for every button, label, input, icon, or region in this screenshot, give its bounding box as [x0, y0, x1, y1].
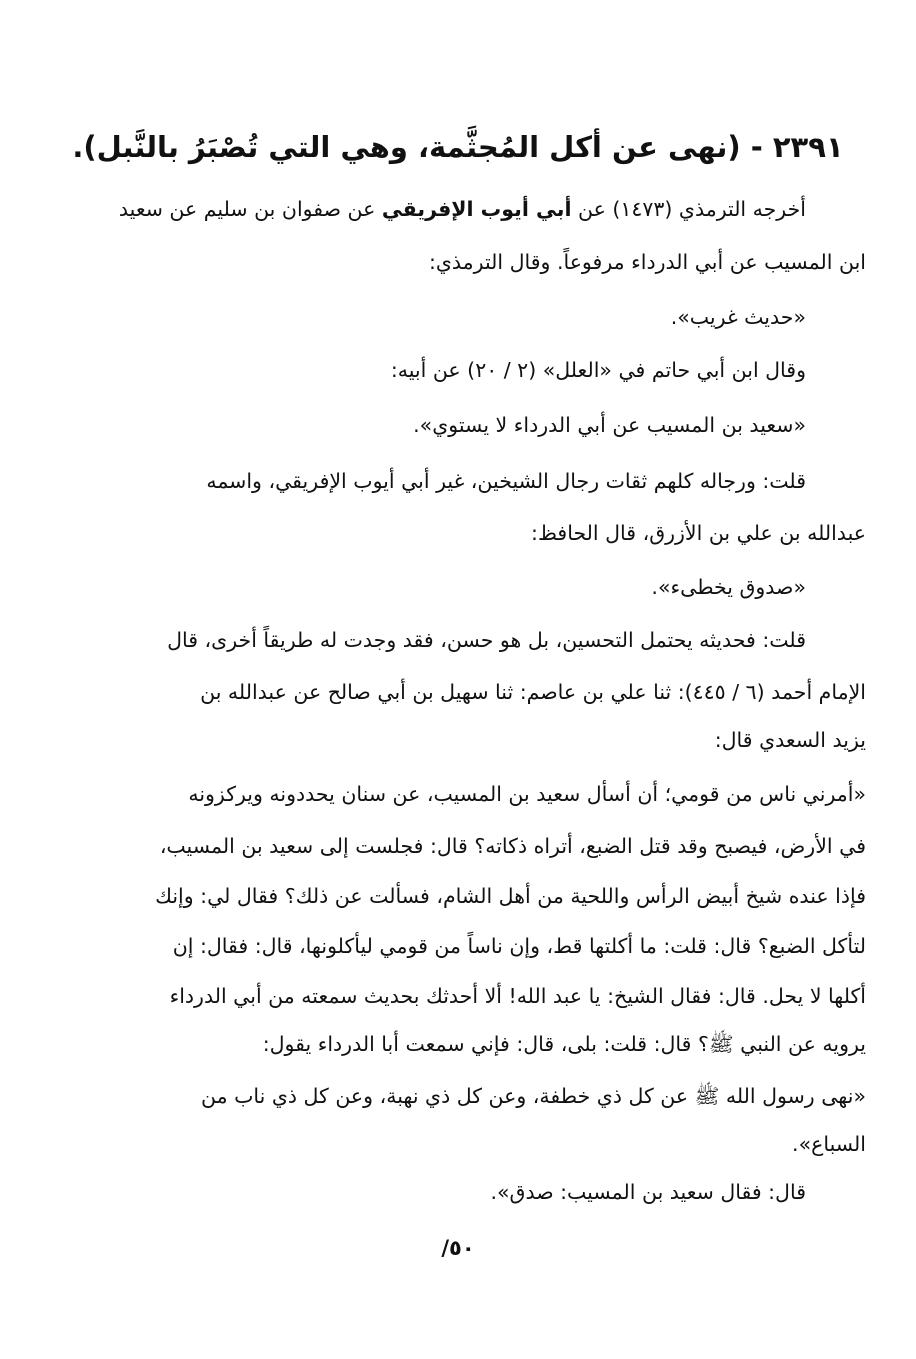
paragraph-tahsin-line-1: قلت: فحديثه يحتمل التحسين، بل هو حسن، فقد وجدت له طريقاً أخرى، قال: [167, 628, 806, 652]
paragraph-ilal: وقال ابن أبي حاتم في «العلل» (٢ / ٢٠) عن أبيه:: [390, 358, 806, 382]
quote-narration-line-1: «أمرني ناس من قومي؛ أن أسأل سعيد بن المسيب، عن سنان يحددونه ويركزونه: [188, 782, 866, 806]
quote-narration-line-2: في الأرض، فيصبح وقد قتل الضبع، أتراه ذكاته؟ قال: فجلست إلى سعيد بن المسيب،: [159, 834, 866, 858]
hadith-heading: ٢٣٩١ - (نهى عن أكل المُجثَّمة، وهي التي تُصْبَرُ بالنَّبل).: [72, 130, 844, 164]
quote-hadith-line-2: السباع».: [792, 1132, 866, 1156]
quote-hafiz: «صدوق يخطىء».: [651, 575, 806, 599]
paragraph-rijal-line-1: قلت: ورجاله كلهم ثقات رجال الشيخين، غير أبي أيوب الإفريقي، واسمه: [206, 469, 806, 493]
paragraph-takhrij-line-2: ابن المسيب عن أبي الدرداء مرفوعاً. وقال الترمذي:: [428, 250, 866, 274]
narrator-name: أبي أيوب الإفريقي: [381, 197, 572, 221]
text-fragment: أخرجه الترمذي (١٤٧٣) عن: [571, 197, 806, 221]
paragraph-tahsin-line-3: يزيد السعدي قال:: [714, 728, 866, 752]
quote-narration-line-4: لتأكل الضبع؟ قال: قلت: ما أكلتها قط، وإن ناساً من قومي ليأكلونها، قال: فقال: إن: [172, 934, 866, 958]
page-number: ٥٠/: [441, 1236, 475, 1260]
paragraph-closing: قال: فقال سعيد بن المسيب: صدق».: [490, 1180, 806, 1204]
quote-narration-line-5: أكلها لا يحل. قال: فقال الشيخ: يا عبد الله! ألا أحدثك بحديث سمعته من أبي الدرداء: [169, 984, 866, 1008]
text-fragment: عن صفوان بن سليم عن سعيد: [118, 197, 382, 221]
paragraph-takhrij-line-1: [46, 183, 806, 236]
quote-narration-line-6: يرويه عن النبي ﷺ؟ قال: قلت: بلى، قال: فإني سمعت أبا الدرداء يقول:: [262, 1032, 866, 1056]
quote-hadith-line-1: «نهى رسول الله ﷺ عن كل ذي خطفة، وعن كل ذي نهبة، وعن كل ذي ناب من: [200, 1084, 866, 1108]
quote-abu-hatim: «سعيد بن المسيب عن أبي الدرداء لا يستوي».: [413, 413, 806, 437]
paragraph-tahsin-line-2: الإمام أحمد (٦ / ٤٤٥): ثنا علي بن عاصم: ثنا سهيل بن أبي صالح عن عبدالله بن: [200, 680, 866, 704]
quote-tirmidhi: «حديث غريب».: [670, 305, 806, 329]
paragraph-rijal-line-2: عبدالله بن علي بن الأزرق، قال الحافظ:: [531, 521, 866, 545]
quote-narration-line-3: فإذا عنده شيخ أبيض الرأس واللحية من أهل الشام، فسألت عن ذلك؟ فقال لي: وإنك: [155, 884, 866, 908]
